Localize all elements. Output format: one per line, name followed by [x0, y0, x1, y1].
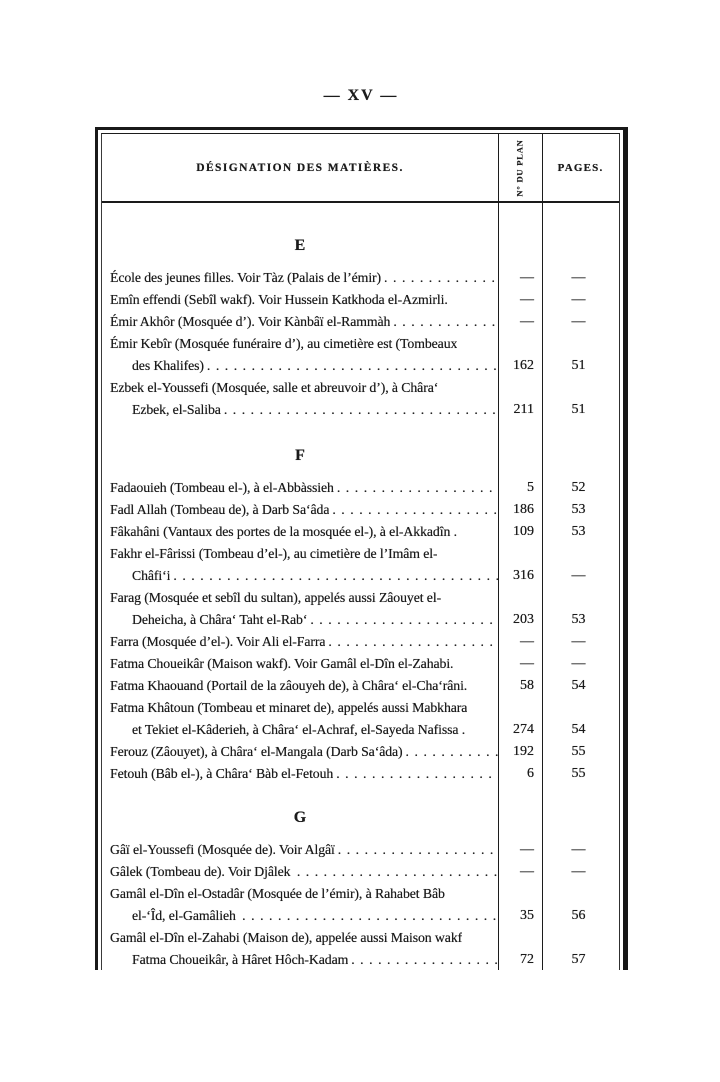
entry-line-text: Émir Kebîr (Mosquée funéraire d’), au cimetière est (Tombeaux — [110, 336, 458, 351]
index-table — [95, 127, 628, 970]
entry-line-text: Gamâl el-Dîn el-Zahabi (Maison de), appelée aussi Maison wakf — [110, 930, 463, 945]
plan-number-value: — — [520, 634, 534, 649]
index-section-g — [102, 807, 619, 971]
entry-line-text: Fadaouieh (Tombeau el-), à el-Abbàssieh — [110, 480, 334, 495]
entry-line-text: et Tekiet el-Kâderieh, à Châra‘ el-Achraf, el-Sayeda Nafissa . — [132, 722, 466, 737]
entry-line — [110, 333, 498, 355]
plan-number-value: 316 — [513, 568, 534, 583]
entry-line — [110, 697, 498, 719]
dot-leader — [207, 355, 498, 377]
entry-text — [102, 311, 498, 333]
entry-line — [110, 719, 498, 741]
dot-leader — [351, 949, 498, 971]
entry-line — [110, 377, 498, 399]
index-entry — [102, 927, 619, 971]
plan-number-value: 192 — [513, 744, 534, 759]
index-entry — [102, 653, 619, 675]
entry-text — [102, 763, 498, 785]
table-body — [102, 203, 619, 971]
plan-number-value: 162 — [513, 358, 534, 373]
entry-line — [110, 763, 498, 785]
plan-number-value: — — [520, 842, 534, 857]
entry-line-text: des Khalifes) — [132, 358, 204, 373]
entry-text — [102, 861, 498, 883]
page-number-value: 55 — [571, 766, 586, 781]
plan-number-value: 35 — [520, 908, 534, 923]
entry-line-text: Farag (Mosquée et sebîl du sultan), appelés aussi Zâouyet el- — [110, 590, 442, 605]
page-number-value: 52 — [571, 480, 586, 495]
entry-line — [110, 675, 498, 697]
dot-leader — [310, 609, 498, 631]
index-entry — [102, 311, 619, 333]
dot-leader — [338, 839, 498, 861]
entry-line — [110, 741, 498, 763]
index-entry — [102, 543, 619, 587]
section-letter: G — [293, 809, 307, 826]
index-entry — [102, 521, 619, 543]
dot-leader — [173, 565, 498, 587]
entry-text — [102, 377, 498, 421]
plan-number-value: 274 — [513, 722, 534, 737]
entry-line-text: Ferouz (Zâouyet), à Châra‘ el-Mangala (Darb Sa‘âda) — [110, 744, 403, 759]
entry-line-text: Gamâl el-Dîn el-Ostadâr (Mosquée de l’émir), à Rahabet Bâb — [110, 886, 445, 901]
plan-number-value: — — [520, 270, 534, 285]
index-entry — [102, 587, 619, 631]
entry-line — [110, 289, 498, 311]
page-number-value: — — [571, 314, 586, 329]
entry-line — [110, 927, 498, 949]
entry-line-text: Fakhr el-Fârissi (Tombeau d’el-), au cimetière de l’Imâm el- — [110, 546, 438, 561]
entry-line — [110, 653, 498, 675]
entry-text — [102, 927, 498, 971]
page-number-value: 51 — [571, 358, 586, 373]
entry-line — [110, 565, 498, 587]
entry-line-text: Fatma Khaouand (Portail de la zâouyeh de), à Châra‘ el-Cha‘râni. — [110, 678, 468, 693]
entry-text — [102, 499, 498, 521]
entry-line — [110, 311, 498, 333]
page-number-value: — — [571, 292, 586, 307]
index-section-e — [102, 235, 619, 421]
entry-text — [102, 697, 498, 741]
entry-line — [110, 631, 498, 653]
page-number-value: 53 — [571, 502, 586, 517]
page-number-value: — — [571, 656, 586, 671]
dot-leader — [332, 499, 498, 521]
index-entry — [102, 499, 619, 521]
entry-line-text: Châfi‘i — [132, 568, 171, 583]
index-entry — [102, 861, 619, 883]
entry-line-text: Ezbek el-Youssefi (Mosquée, salle et abreuvoir d’), à Châra‘ — [110, 380, 439, 395]
index-entry — [102, 477, 619, 499]
entry-line — [110, 609, 498, 631]
entry-text — [102, 543, 498, 587]
entry-text — [102, 675, 498, 697]
entry-line — [110, 543, 498, 565]
entry-text — [102, 653, 498, 675]
entry-text — [102, 289, 498, 311]
page-number-value: — — [571, 864, 586, 879]
entry-text — [102, 839, 498, 861]
page-number-value: 53 — [571, 612, 586, 627]
plan-number-value: — — [520, 314, 534, 329]
entry-line — [110, 839, 498, 861]
dot-leader — [242, 905, 498, 927]
entry-line-text: Gâlek (Tombeau de). Voir Djâlek — [110, 864, 294, 879]
entry-line-text: Deheicha, à Châra‘ Taht el-Rab‘ — [132, 612, 308, 627]
entry-text — [102, 333, 498, 377]
plan-number-value: — — [520, 656, 534, 671]
entry-line — [110, 905, 498, 927]
header-plan-label: N° DU PLAN — [515, 138, 526, 197]
entry-line-text: Émir Akhôr (Mosquée d’). Voir Kànbâï el-Rammàh — [110, 314, 391, 329]
page-number-value: 54 — [571, 678, 586, 693]
plan-number-value: 58 — [520, 678, 534, 693]
index-entry — [102, 631, 619, 653]
index-entry — [102, 741, 619, 763]
index-entry — [102, 289, 619, 311]
dot-leader — [393, 311, 498, 333]
plan-number-value: 203 — [513, 612, 534, 627]
dot-leader — [224, 399, 498, 421]
entry-line-text: Farra (Mosquée d’el-). Voir Ali el-Farra — [110, 634, 326, 649]
index-entry — [102, 697, 619, 741]
dot-leader — [336, 763, 498, 785]
index-entry — [102, 883, 619, 927]
page-number-value: 56 — [571, 908, 586, 923]
entry-line — [110, 477, 498, 499]
page-number-value: 53 — [571, 524, 586, 539]
dot-leader — [337, 477, 498, 499]
dot-leader — [384, 267, 498, 289]
entry-text — [102, 631, 498, 653]
entry-line-text: Fatma Choueikâr, à Hâret Hôch-Kadam — [132, 952, 349, 967]
entry-text — [102, 587, 498, 631]
page-number-value: 55 — [571, 744, 586, 759]
entry-line — [110, 267, 498, 289]
folio-page-number: — XV — — [323, 87, 399, 104]
entry-line-text: Fadl Allah (Tombeau de), à Darb Sa‘âda — [110, 502, 330, 517]
entry-text — [102, 477, 498, 499]
index-entry — [102, 377, 619, 421]
page-number-value: 54 — [571, 722, 586, 737]
plan-number-value: — — [520, 864, 534, 879]
plan-number-value: 6 — [527, 766, 534, 781]
page-number-value: 57 — [571, 952, 586, 967]
entry-text — [102, 521, 498, 543]
entry-line — [110, 949, 498, 971]
plan-number-value: 109 — [513, 524, 534, 539]
dot-leader — [297, 861, 498, 883]
index-entry — [102, 839, 619, 861]
entry-line — [110, 355, 498, 377]
entry-line — [110, 499, 498, 521]
entry-line — [110, 587, 498, 609]
page-number-value: — — [571, 842, 586, 857]
plan-number-value: 5 — [527, 480, 534, 495]
page-number-value: — — [571, 270, 586, 285]
plan-number-value: — — [520, 292, 534, 307]
plan-number-value: 211 — [513, 402, 534, 417]
table-frame — [101, 133, 620, 970]
dot-leader — [328, 631, 498, 653]
section-letter: F — [295, 447, 305, 464]
index-entry — [102, 675, 619, 697]
entry-line-text: el-‘Îd, el-Gamâlieh — [132, 908, 240, 923]
page-number-value: — — [571, 634, 586, 649]
entry-line-text: Fatma Choueikâr (Maison wakf). Voir Gamâl el-Dîn el-Zahabi. — [110, 656, 454, 671]
entry-line-text: Gâï el-Youssefi (Mosquée de). Voir Algâï — [110, 842, 335, 857]
dot-leader — [406, 741, 498, 763]
entry-text — [102, 883, 498, 927]
index-section-f — [102, 445, 619, 785]
header-pages: PAGES. — [557, 161, 604, 174]
entry-text — [102, 267, 498, 289]
entry-line-text: Fetouh (Bâb el-), à Châra‘ Bàb el-Fetouh — [110, 766, 334, 781]
index-entry — [102, 763, 619, 785]
entry-line-text: École des jeunes filles. Voir Tàz (Palais de l’émir) — [110, 270, 382, 285]
entry-line-text: Fatma Khâtoun (Tombeau et minaret de), appelés aussi Mabkhara — [110, 700, 468, 715]
plan-number-value: 186 — [513, 502, 534, 517]
entry-line-text: Ezbek, el-Saliba — [132, 402, 221, 417]
page-number-value: — — [571, 568, 586, 583]
plan-number-value: 72 — [520, 952, 534, 967]
section-letter: E — [294, 237, 306, 254]
entry-text — [102, 741, 498, 763]
entry-line — [110, 883, 498, 905]
entry-line — [110, 861, 498, 883]
table-header-row — [102, 134, 619, 201]
entry-line-text: Fâkahâni (Vantaux des portes de la mosquée el-), à el-Akkadîn . — [110, 524, 457, 539]
header-designation: DÉSIGNATION DES MATIÈRES. — [196, 161, 404, 174]
header-plan-column — [498, 134, 542, 201]
index-entry — [102, 267, 619, 289]
entry-line — [110, 521, 498, 543]
entry-line-text: Emîn effendi (Sebîl wakf). Voir Hussein Katkhoda el-Azmirli. — [110, 292, 448, 307]
entry-line — [110, 399, 498, 421]
page-number-value: 51 — [571, 402, 586, 417]
index-entry — [102, 333, 619, 377]
